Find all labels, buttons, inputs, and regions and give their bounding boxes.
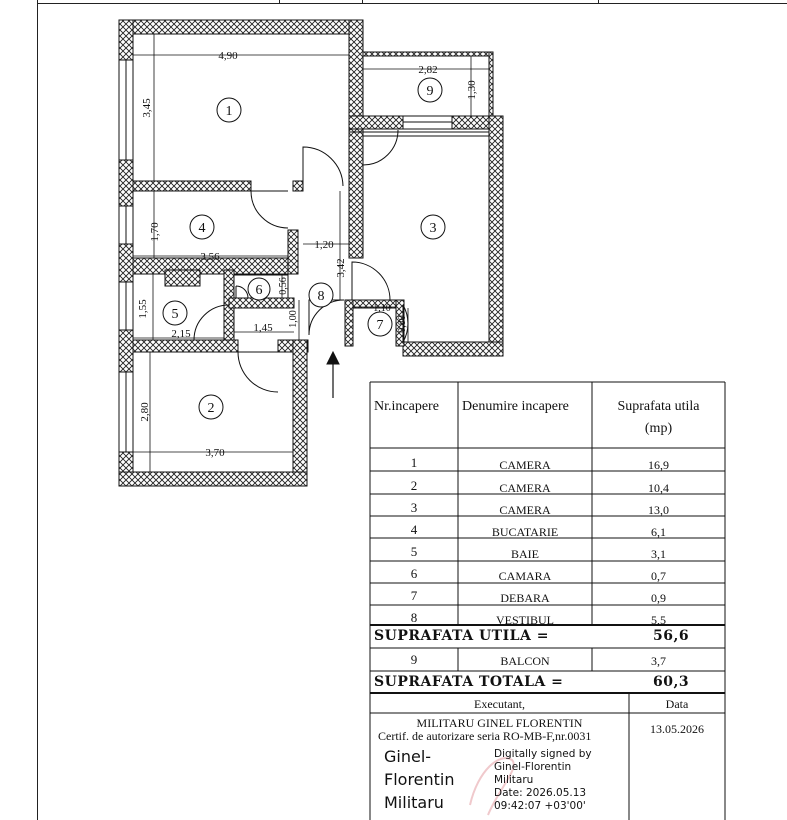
table-row-name: VESTIBUL (496, 613, 554, 627)
entrance-arrow (327, 352, 339, 398)
table-row-nr: 2 (410, 478, 418, 493)
dim-2-80: 2,80 (139, 402, 151, 422)
dim-1-30: 1,30 (466, 80, 478, 100)
table-row-area: 16,9 (648, 458, 669, 472)
header-number: Nr.incapere (374, 399, 439, 414)
table-row-area: 5,5 (651, 613, 666, 627)
useful-total-label: SUPRAFATA UTILA = (374, 628, 549, 644)
header-area-line1: Suprafata utila (617, 399, 700, 414)
table-row-nr: 3 (410, 500, 418, 515)
table-row-nr: 4 (410, 522, 418, 537)
table-row-name: CAMERA (499, 503, 551, 517)
table-row-name: CAMARA (498, 569, 552, 583)
date-label: Data (665, 697, 689, 711)
table-row-area: 3,1 (651, 547, 666, 561)
dim-3-45: 3,45 (141, 98, 153, 118)
table-row-nr: 8 (410, 610, 418, 625)
grand-total-label: SUPRAFATA TOTALA = (374, 674, 564, 690)
signature-name-line2: Florentin (384, 770, 455, 789)
walls (119, 20, 503, 486)
dim-3-42: 3,42 (335, 258, 347, 278)
room-7-number: 7 (376, 318, 384, 333)
digital-sig-line5: 09:42:07 +03'00' (494, 800, 586, 812)
table-row-nr: 7 (410, 588, 418, 603)
dim-1-10: 1,10 (373, 303, 391, 314)
grand-total-value: 60,3 (653, 674, 690, 690)
dim-2-82: 2,82 (418, 64, 438, 76)
dim-3-70: 3,70 (205, 447, 225, 459)
digital-sig-line4: Date: 2026.05.13 (494, 787, 587, 799)
dim-1-45: 1,45 (253, 322, 273, 334)
table-row-name: CAMERA (499, 458, 551, 472)
date-value: 13.05.2026 (650, 722, 704, 736)
table-row-name: CAMERA (499, 481, 551, 495)
table-row-area: 0,9 (651, 591, 666, 605)
table-row-area: 6,1 (651, 525, 666, 539)
digital-sig-line2: Ginel-Florentin (494, 761, 572, 773)
table-row-nr: 5 (410, 544, 418, 559)
header-area-line2: (mp) (644, 421, 673, 436)
dim-1-55: 1,55 (137, 299, 149, 319)
balcony-nr: 9 (410, 652, 418, 667)
balcony-name: BALCON (500, 654, 550, 668)
dim-3-56: 3,56 (200, 251, 220, 263)
useful-total-value: 56,6 (653, 628, 690, 644)
table-row-nr: 6 (410, 566, 418, 581)
room-5-number: 5 (171, 307, 179, 322)
dim-0-56: 0,56 (278, 277, 289, 295)
dim-1-00: 1,00 (288, 310, 299, 328)
header-name: Denumire incapere (462, 399, 569, 414)
dim-0-80: 0,80 (397, 315, 408, 333)
table-row-area: 13,0 (648, 503, 669, 517)
signature-name-line1: Ginel- (384, 747, 432, 766)
executant-label: Executant, (474, 697, 525, 711)
balcony-area: 3,7 (651, 654, 666, 668)
room-4-number: 4 (198, 221, 206, 236)
room-3-number: 3 (429, 221, 437, 236)
digital-sig-line3: Militaru (494, 774, 534, 786)
table-row-area: 10,4 (648, 481, 669, 495)
room-6-number: 6 (255, 283, 263, 298)
room-8-number: 8 (317, 289, 325, 304)
room-2-number: 2 (207, 401, 215, 416)
executant-name: MILITARU GINEL FLORENTIN (416, 716, 583, 730)
table-row-name: BUCATARIE (491, 525, 559, 539)
dim-4-90: 4,90 (218, 50, 238, 62)
signature-name-line3: Militaru (384, 793, 444, 812)
table-row-nr: 1 (410, 455, 418, 470)
table-row-name: DEBARA (500, 591, 550, 605)
room-1-number: 1 (225, 104, 233, 119)
dim-2-15: 2,15 (171, 328, 191, 340)
certificate-text: Certif. de autorizare seria RO-MB-F,nr.0031 (378, 729, 592, 743)
dim-1-70: 1,70 (149, 222, 161, 242)
room-9-number: 9 (426, 84, 434, 99)
dim-1-20: 1,20 (314, 239, 334, 251)
table-row-name: BAIE (511, 547, 539, 561)
digital-sig-line1: Digitally signed by (494, 748, 592, 760)
table-row-area: 0,7 (651, 569, 666, 583)
